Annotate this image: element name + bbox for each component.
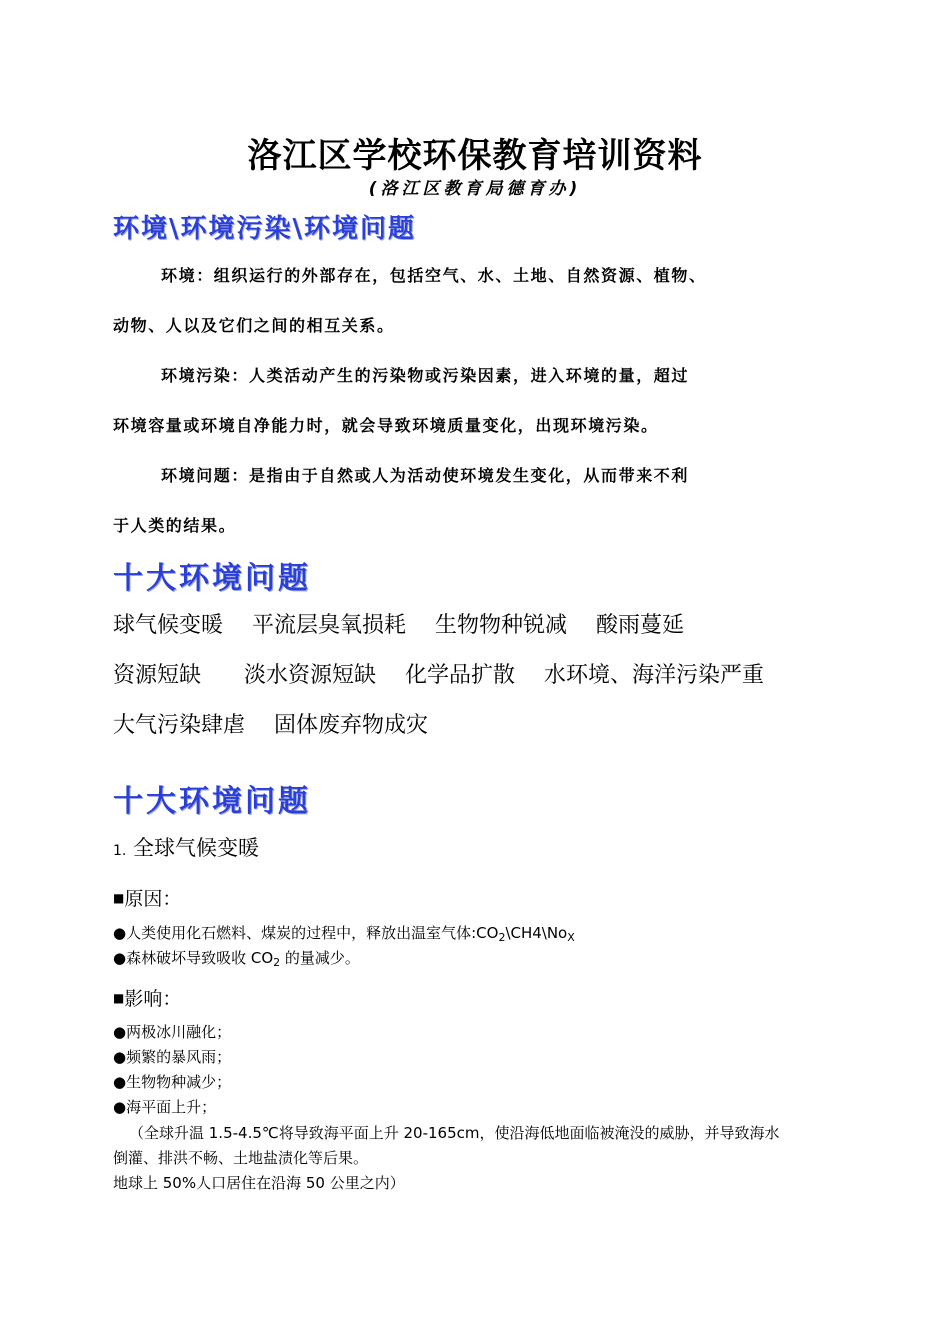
note-line: 地球上 50%人口居住在沿海 50 公里之内） [113, 1174, 405, 1192]
effect-note [113, 1121, 843, 1196]
problem-item: 水环境、海洋污染严重 [544, 663, 765, 688]
section-heading-environment: 环境\环境污染\环境问题 [113, 214, 416, 244]
document-subtitle: (洛江区教育局德育办) [368, 179, 582, 199]
item-title: 全球气候变暖 [133, 836, 260, 860]
problem-item: 淡水资源短缺 [244, 663, 377, 688]
effect-item: ●生物物种减少； [113, 1073, 232, 1091]
definition-line: 环境：组织运行的外部存在，包括空气、水、土地、自然资源、植物、 [161, 266, 707, 285]
square-bullet-icon: ■ [113, 891, 125, 905]
subscript: X [567, 931, 575, 944]
document-title: 洛江区学校环保教育培训资料 [247, 136, 703, 176]
note-line: 倒灌、排洪不畅、土地盐渍化等后果。 [113, 1149, 369, 1167]
problem-item: 化学品扩散 [405, 663, 516, 688]
definition-line: 环境问题：是指由于自然或人为活动使环境发生变化，从而带来不利 [161, 466, 690, 485]
cause-text: 的量减少。 [280, 949, 360, 967]
problem-item: 平流层臭氧损耗 [252, 613, 407, 638]
section-heading-ten-problems-detail: 十大环境问题 [113, 784, 311, 819]
cause-text: ●森林破坏导致吸收 CO [113, 949, 274, 967]
cause-label-text: 原因： [124, 888, 182, 910]
problem-item: 酸雨蔓延 [596, 613, 685, 638]
problem-item: 固体废弃物成灾 [274, 713, 429, 738]
cause-label [113, 884, 181, 911]
note-line: （全球升温 1.5-4.5℃将导致海平面上升 20-165cm，使沿海低地面临被淹没的威胁，并导致海水 [129, 1124, 780, 1142]
cause-item [113, 946, 575, 971]
subscript: 2 [498, 931, 506, 944]
effect-item: ●两极冰川融化； [113, 1023, 232, 1041]
cause-text: ●人类使用化石燃料、煤炭的过程中，释放出温室气体:CO [113, 924, 499, 942]
section-heading-ten-problems: 十大环境问题 [113, 561, 311, 596]
cause-item [113, 921, 575, 946]
problem-item: 生物物种锐减 [435, 613, 568, 638]
definitions-paragraph [113, 264, 839, 564]
definition-line: 于人类的结果。 [113, 516, 237, 535]
effect-label-text: 影响： [124, 988, 182, 1010]
problem-item: 球气候变暖 [113, 613, 224, 638]
definition-line: 动物、人以及它们之间的相互关系。 [113, 316, 395, 335]
problem-item: 资源短缺 [113, 663, 202, 688]
square-bullet-icon: ■ [113, 991, 125, 1005]
cause-list [113, 921, 575, 971]
cause-text: \CH4\No [505, 924, 568, 942]
definition-line: 环境容量或环境自净能力时，就会导致环境质量变化，出现环境污染。 [113, 416, 659, 435]
item-heading-global-warming [113, 832, 259, 862]
problems-row-1 [113, 608, 706, 639]
effect-item: ●海平面上升； [113, 1098, 217, 1116]
problem-item: 大气污染肆虐 [113, 713, 246, 738]
subscript: 2 [273, 956, 281, 969]
effect-label [113, 984, 181, 1011]
effect-item: ●频繁的暴风雨； [113, 1048, 232, 1066]
problems-row-2 [113, 658, 786, 689]
effect-list [113, 1020, 231, 1120]
item-number: 1. [113, 843, 127, 859]
problems-row-3 [113, 708, 450, 739]
definition-line: 环境污染：人类活动产生的污染物或污染因素，进入环境的量，超过 [161, 366, 690, 385]
